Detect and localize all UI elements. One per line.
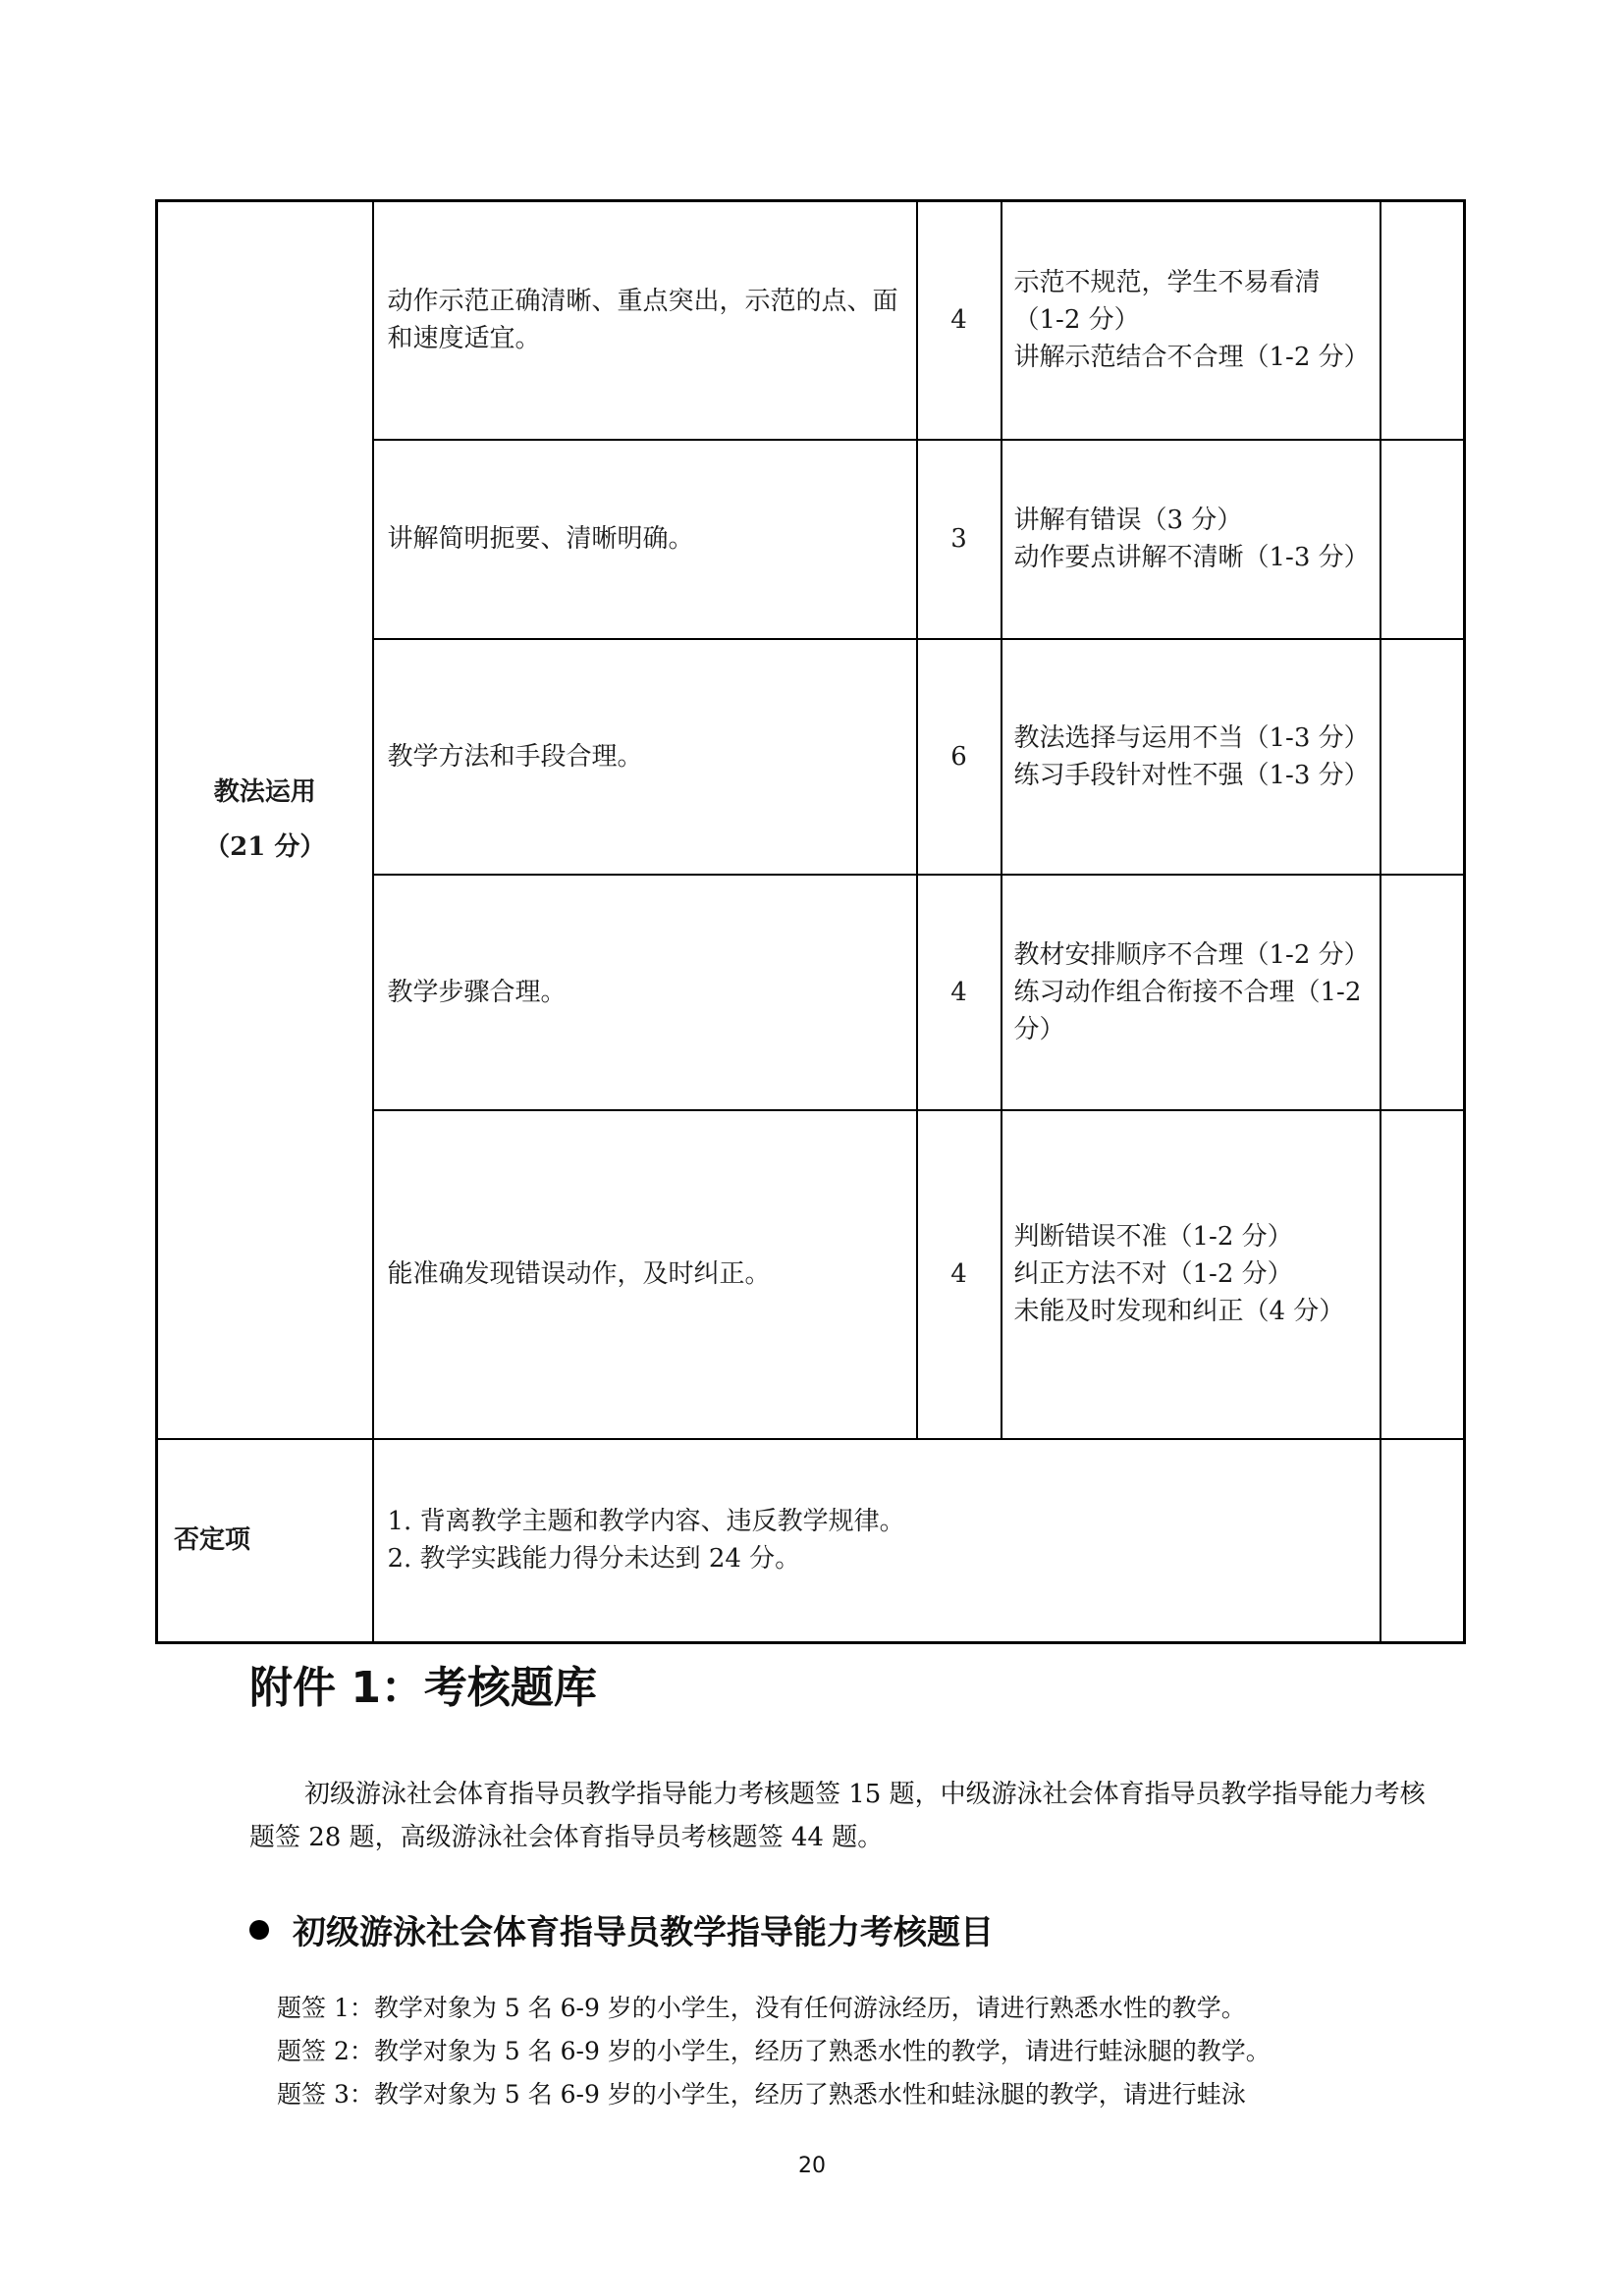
deduction-cell <box>1001 1110 1380 1439</box>
negative-item: 2. 教学实践能力得分未达到 24 分。 <box>387 1544 801 1575</box>
deduction-cell <box>1001 201 1380 440</box>
question-list <box>277 1987 1435 2116</box>
section-subheading-text: 初级游泳社会体育指导员教学指导能力考核题目 <box>293 1913 994 1952</box>
list-item: 题签 3：教学对象为 5 名 6-9 岁的小学生，经历了熟悉水性和蛙泳腿的教学，请进行蛙泳 <box>277 2080 1246 2109</box>
deduction-line: 动作要点讲解不清晰（1-3 分） <box>1013 543 1370 572</box>
deduction-line: 讲解有错误（3 分） <box>1013 506 1243 535</box>
deduction-line: 讲解示范结合不合理（1-2 分） <box>1013 343 1370 373</box>
category-points: （21 分） <box>204 832 326 863</box>
negative-label: 否定项 <box>157 1439 373 1643</box>
list-item: 题签 2：教学对象为 5 名 6-9 岁的小学生，经历了熟悉水性的教学，请进行蛙泳腿的教学。 <box>277 2037 1271 2065</box>
negative-items <box>373 1439 1380 1643</box>
deduction-line: 纠正方法不对（1-2 分） <box>1013 1259 1293 1289</box>
negative-item: 1. 背离教学主题和教学内容、违反教学规律。 <box>387 1507 905 1537</box>
blank-cell <box>1380 201 1465 440</box>
deduction-line: 未能及时发现和纠正（4 分） <box>1013 1297 1345 1326</box>
bullet-icon <box>249 1920 269 1940</box>
criterion-cell: 教学步骤合理。 <box>373 875 917 1110</box>
appendix-heading: 附件 1：考核题库 <box>249 1663 597 1713</box>
score-cell: 6 <box>917 639 1001 875</box>
section-subheading <box>249 1908 994 1957</box>
score-cell: 4 <box>917 201 1001 440</box>
table-row <box>157 1439 1465 1643</box>
deduction-line: 练习动作组合衔接不合理（1-2 分） <box>1013 977 1362 1044</box>
deduction-line: 示范不规范，学生不易看清（1-2 分） <box>1013 268 1321 336</box>
score-cell: 4 <box>917 875 1001 1110</box>
appendix-intro: 初级游泳社会体育指导员教学指导能力考核题签 15 题，中级游泳社会体育指导员教学指导能力考核题签 28 题，高级游泳社会体育指导员考核题签 44 题。 <box>249 1780 1426 1852</box>
score-cell: 3 <box>917 440 1001 639</box>
deduction-cell <box>1001 639 1380 875</box>
criterion-cell: 讲解简明扼要、清晰明确。 <box>373 440 917 639</box>
table-row <box>157 201 1465 440</box>
list-item: 题签 1：教学对象为 5 名 6-9 岁的小学生，没有任何游泳经历，请进行熟悉水性的教学。 <box>277 1994 1246 2022</box>
criterion-cell: 教学方法和手段合理。 <box>373 639 917 875</box>
deduction-line: 教材安排顺序不合理（1-2 分） <box>1013 939 1370 970</box>
deduction-line: 练习手段针对性不强（1-3 分） <box>1013 760 1370 790</box>
page-number: 20 <box>798 2154 826 2178</box>
criterion-cell: 能准确发现错误动作，及时纠正。 <box>373 1110 917 1439</box>
scoring-table <box>155 199 1466 1644</box>
blank-cell <box>1380 1110 1465 1439</box>
blank-cell <box>1380 440 1465 639</box>
deduction-line: 教法选择与运用不当（1-3 分） <box>1013 722 1370 753</box>
blank-cell <box>1380 639 1465 875</box>
score-cell: 4 <box>917 1110 1001 1439</box>
blank-cell <box>1380 875 1465 1110</box>
category-cell <box>157 201 373 1439</box>
blank-cell <box>1380 1439 1465 1643</box>
criterion-cell: 动作示范正确清晰、重点突出，示范的点、面和速度适宜。 <box>373 201 917 440</box>
category-name: 教法运用 <box>213 777 316 808</box>
deduction-cell <box>1001 875 1380 1110</box>
deduction-line: 判断错误不准（1-2 分） <box>1013 1222 1293 1252</box>
deduction-cell <box>1001 440 1380 639</box>
